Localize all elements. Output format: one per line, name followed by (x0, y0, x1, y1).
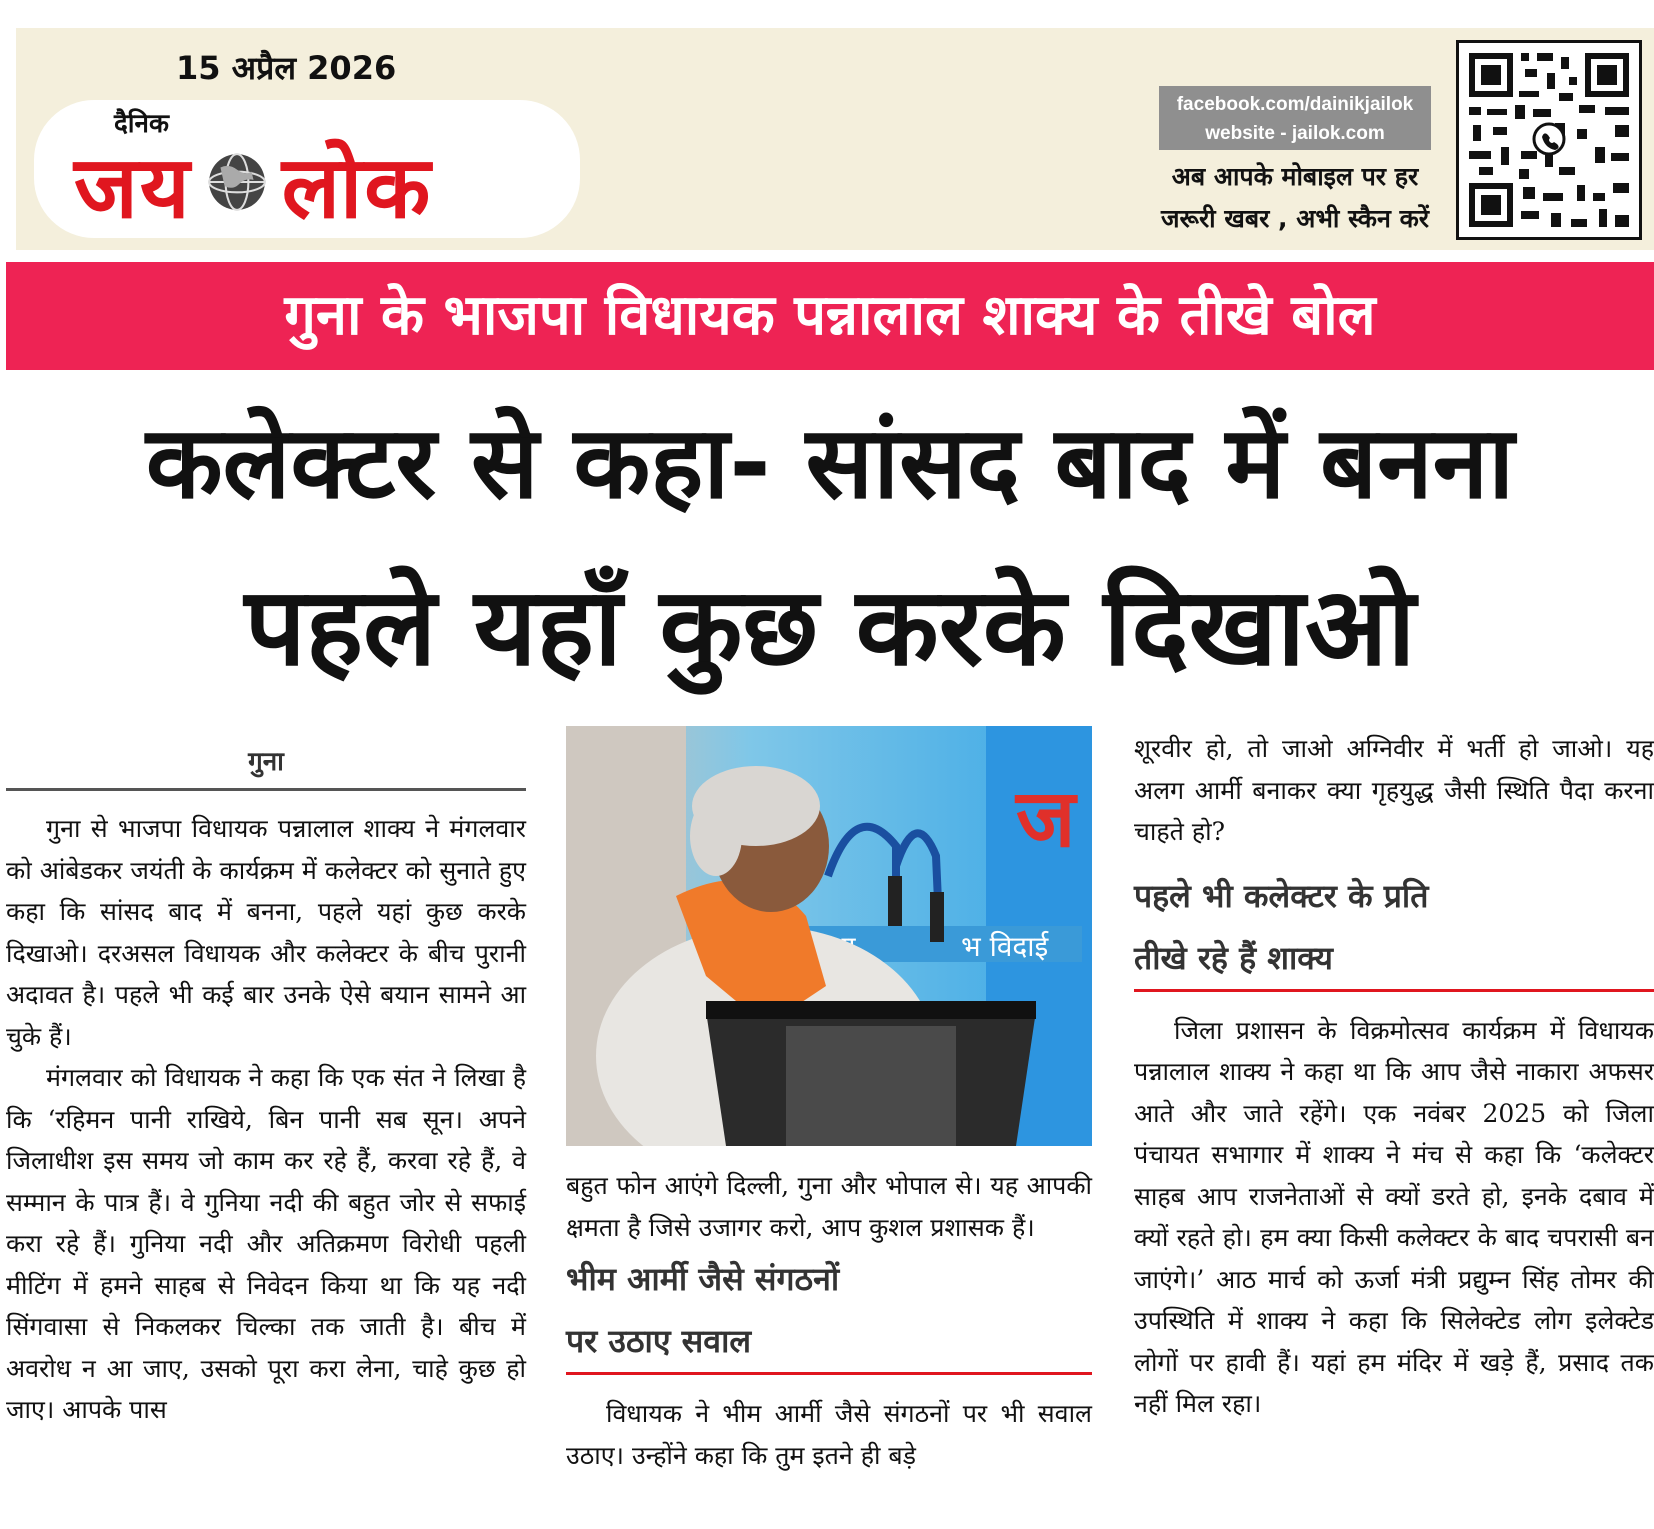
article-column-3 (1134, 728, 1654, 1425)
speaker-at-podium-photo (566, 726, 1092, 1146)
qr-code-icon (1459, 43, 1639, 237)
column-2-subhead-line-1: भीम आर्मी जैसे संगठनों (566, 1260, 840, 1298)
logo-word-1: जय (74, 138, 192, 238)
logo-title (74, 126, 432, 243)
cta-line-1: अब आपके मोबाइल पर हर (1171, 162, 1419, 191)
kicker-strap: गुना के भाजपा विधायक पन्नालाल शाक्य के तीखे बोल (6, 262, 1654, 370)
dateline-divider (6, 788, 526, 791)
news-photo (566, 726, 1092, 1146)
column-3-subhead-line-2: तीखे रहे हैं शाक्य (1134, 938, 1333, 977)
website-link[interactable]: website - jailok.com (1205, 123, 1385, 144)
facebook-link[interactable]: facebook.com/dainikjailok (1176, 94, 1414, 115)
scan-call-to-action (1146, 156, 1444, 240)
qr-code[interactable] (1456, 40, 1642, 240)
column-2-paragraph-2: विधायक ने भीम आर्मी जैसे संगठनों पर भी सवाल उठाए। उन्होंने कहा कि तुम इतने ही बड़े (566, 1399, 1092, 1470)
social-links-box (1159, 86, 1431, 150)
column-1-paragraph-1: गुना से भाजपा विधायक पन्नालाल शाक्य ने मंगलवार को आंबेडकर जयंती के कार्यक्रम में कलेक्टर को सुनाते हुए कहा कि सांसद बाद में बनना, पहले यहां कुछ करके दिखाओ। दरअसल विधायक और कलेक्टर के बीच पुरानी अदावत है। पहले भी कई बार उनके ऐसे बयान सामने आ चुके हैं। (6, 814, 526, 1051)
photo-banner-text-1: ज (1016, 772, 1076, 865)
column-2-subhead-line-2: पर उठाए सवाल (566, 1322, 752, 1360)
column-3-subhead-divider (1134, 989, 1654, 992)
dateline: गुना (248, 747, 284, 777)
photo-banner-text-3: भ विदाई (961, 930, 1049, 963)
column-1-paragraph-2: मंगलवार को विधायक ने कहा कि एक संत ने लिखा है कि ‘रहिमन पानी राखिये, बिन पानी सब सून। अपने जिलाधीश इस समय जो काम कर रहे हैं, करवा रहे हैं, वे सम्मान के पात्र हैं। वे गुनिया नदी की बहुत जोर से सफाई करा रहे हैं। गुनिया नदी और अतिक्रमण विरोधी पहली मीटिंग में हमने साहब से निवेदन किया था कि यह नदी सिंगवासा से निकलकर चिल्का तक जाती है। बीच में अवरोध न आ जाए, उसको पूरा करा लेना, चाहे कुछ हो जाए। आपके पास (6, 1063, 526, 1424)
issue-date: 15 अप्रैल 2026 (176, 49, 397, 87)
logo-prefix: दैनिक (114, 109, 169, 139)
column-2-subhead-divider (566, 1372, 1092, 1375)
article-column-2 (566, 1165, 1092, 1476)
globe-icon (206, 151, 268, 213)
cta-line-2: जरूरी खबर , अभी स्कैन करें (1160, 204, 1430, 233)
column-3-paragraph-2: जिला प्रशासन के विक्रमोत्सव कार्यक्रम में विधायक पन्नालाल शाक्य ने कहा था कि आप जैसे नाकारा अफसर आते और जाते रहेंगे। एक नवंबर 2025 को जिला पंचायत सभागार में शाक्य ने मंच से कहा कि ‘कलेक्टर साहब आप राजनेताओं से क्यों डरते हो, इनके दबाव में क्यों रहते हो। हम क्या किसी कलेक्टर के बाद चपरासी बन जाएंगे।’ आठ मार्च को ऊर्जा मंत्री प्रद्युम्न सिंह तोमर की उपस्थिति में शाक्य ने कहा कि सिलेक्टेड लोग इलेक्टेड लोगों पर हावी हैं। यहां हम मंदिर में खड़े हैं, प्रसाद तक नहीं मिल रहा। (1134, 1015, 1654, 1418)
logo-word-2: लोक (281, 138, 433, 238)
column-2-paragraph-1: बहुत फोन आएंगे दिल्ली, गुना और भोपाल से। यह आपकी क्षमता है जिसे उजागर करो, आप कुशल प्रशासक हैं। (566, 1171, 1092, 1242)
column-3-subhead-line-1: पहले भी कलेक्टर के प्रति (1134, 876, 1429, 915)
headline-line-2: पहले यहाँ कुछ करके दिखाओ (244, 565, 1416, 690)
headline-line-1: कलेक्टर से कहा- सांसद बाद में बनना (145, 404, 1515, 521)
masthead (16, 28, 1654, 250)
column-3-paragraph-1: शूरवीर हो, तो जाओ अग्निवीर में भर्ती हो जाओ। यह अलग आर्मी बनाकर क्या गृहयुद्ध जैसी स्थिति पैदा करना चाहते हो? (1134, 734, 1654, 846)
newspaper-logo (34, 100, 580, 238)
article-column-1 (6, 808, 526, 1431)
